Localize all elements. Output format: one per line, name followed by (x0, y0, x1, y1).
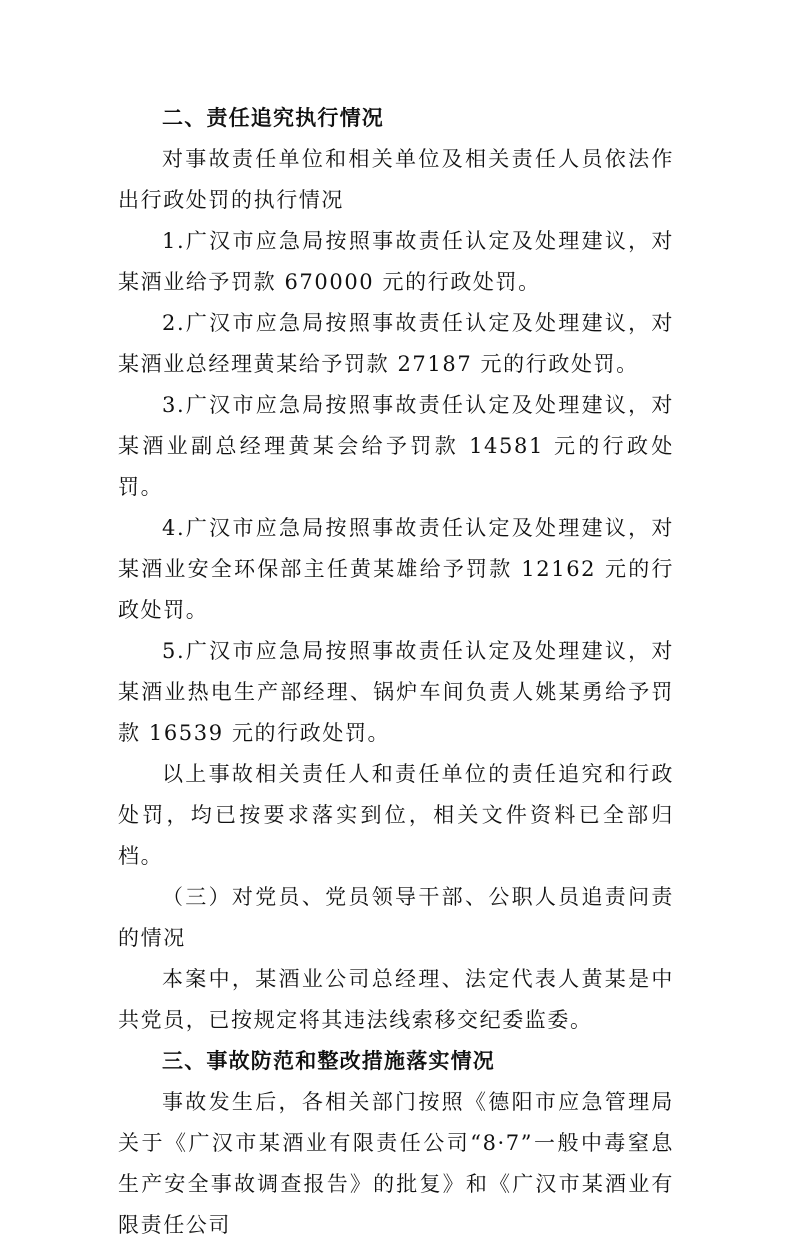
penalty-item-4: 4.广汉市应急局按照事故责任认定及处理建议，对某酒业安全环保部主任黄某雄给予罚款 12162 元的行政处罚。 (118, 516, 674, 622)
penalty-item-5: 5.广汉市应急局按照事故责任认定及处理建议，对某酒业热电生产部经理、锅炉车间负责人姚某勇给予罚款 16539 元的行政处罚。 (118, 639, 674, 745)
paragraph-intro: 对事故责任单位和相关单位及相关责任人员依法作出行政处罚的执行情况 (118, 147, 674, 212)
paragraph-rectification: 事故发生后，各相关部门按照《德阳市应急管理局关于《广汉市某酒业有限责任公司“8·7”一般中毒窒息生产安全事故调查报告》的批复》和《广汉市某酒业有限责任公司 (118, 1090, 674, 1237)
paragraph-summary: 以上事故相关责任人和责任单位的责任追究和行政处罚，均已按要求落实到位，相关文件资料已全部归档。 (118, 762, 674, 868)
penalty-item-1: 1.广汉市应急局按照事故责任认定及处理建议，对某酒业给予罚款 670000 元的行政处罚。 (118, 229, 674, 294)
paragraph-party-member: 本案中，某酒业公司总经理、法定代表人黄某是中共党员，已按规定将其违法线索移交纪委监委。 (118, 967, 674, 1032)
penalty-item-2: 2.广汉市应急局按照事故责任认定及处理建议，对某酒业总经理黄某给予罚款 27187 元的行政处罚。 (118, 311, 674, 376)
document-body (118, 98, 674, 1246)
penalty-item-3: 3.广汉市应急局按照事故责任认定及处理建议，对某酒业副总经理黄某会给予罚款 14581 元的行政处罚。 (118, 393, 674, 499)
section-title-rectification: 三、事故防范和整改措施落实情况 (162, 1049, 495, 1073)
subsection-title-party-accountability: （三）对党员、党员领导干部、公职人员追责问责的情况 (118, 885, 674, 950)
section-title-responsibility: 二、责任追究执行情况 (162, 106, 384, 130)
